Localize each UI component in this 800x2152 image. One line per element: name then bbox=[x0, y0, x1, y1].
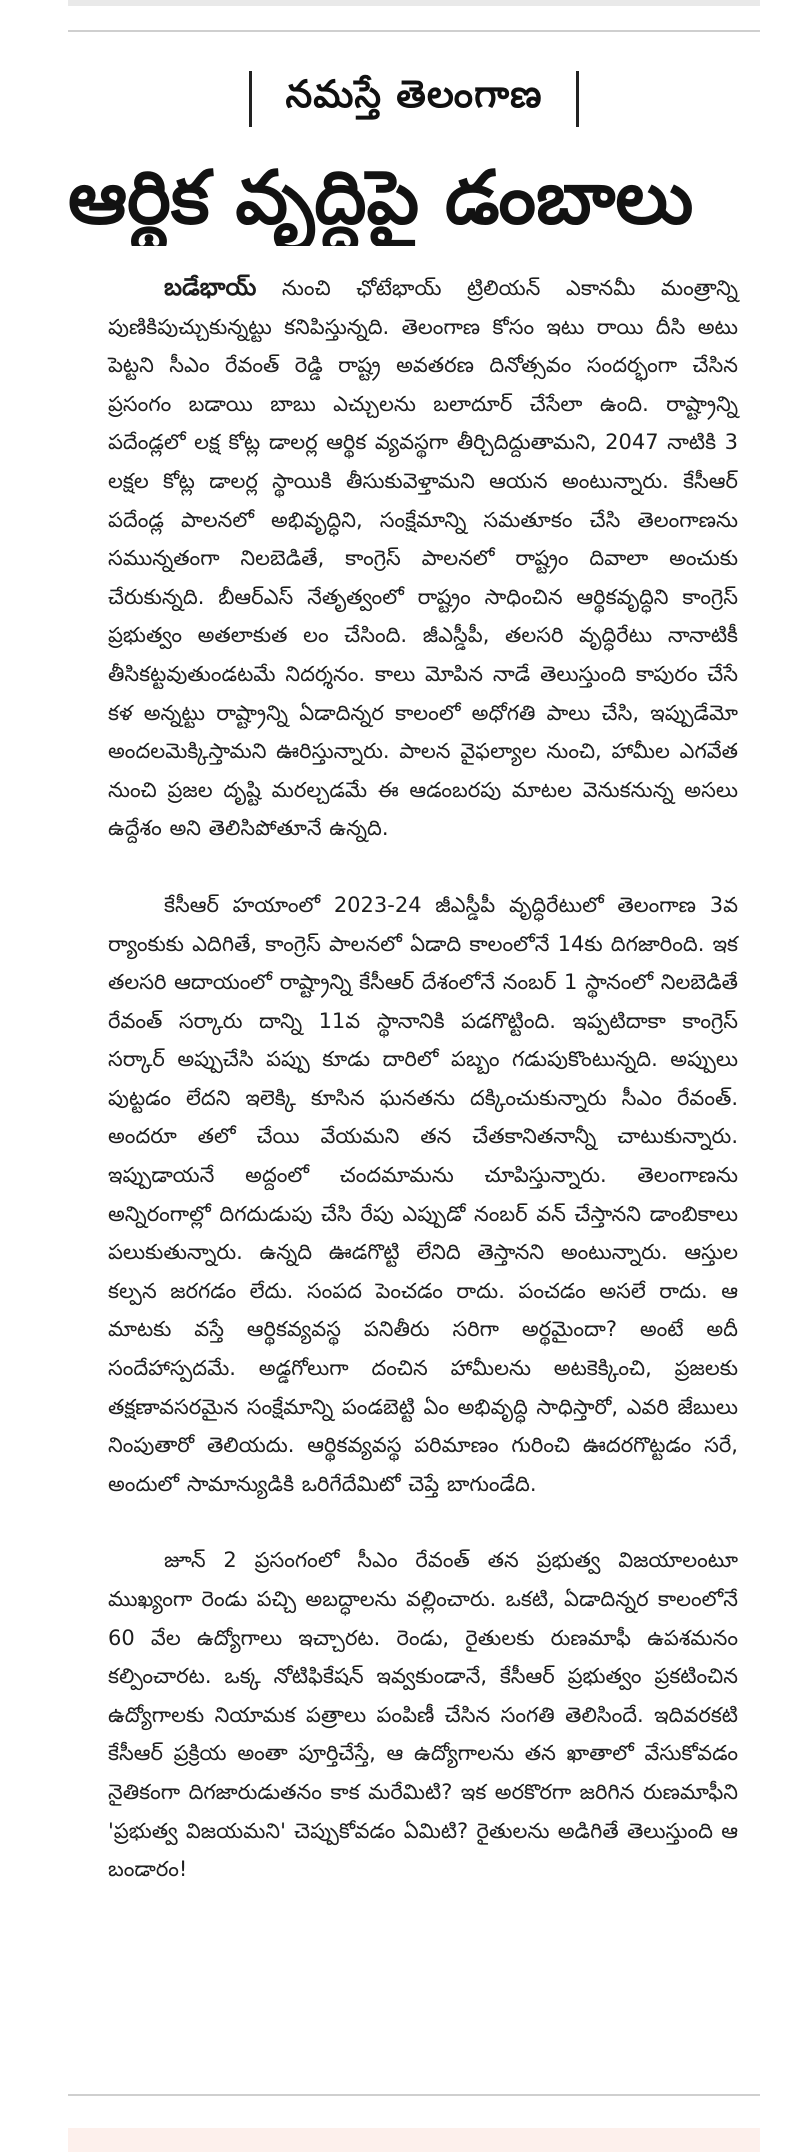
masthead-right-bar bbox=[576, 71, 579, 127]
article-paragraph-1 bbox=[108, 268, 738, 848]
paragraph-1-text: నుంచి ఛోటేభాయ్ ట్రిలియన్ ఎకానమీ మంత్రాన్ని పుణికిపుచ్చుకున్నట్టు కనిపిస్తున్నది. తెలంగాణ కోసం ఇటు రాయి దీసి అటు పెట్టని సీఎం రేవంత్ రెడ్డి రాష్ట్ర అవతరణ దినోత్సవం సందర్భంగా చేసిన ప్రసంగం బడాయి బాబు ఎచ్చులను బలాదూర్ చేసేలా ఉంది. రాష్ట్రాన్ని పదేండ్లలో లక్ష కోట్ల డాలర్ల ఆర్థిక వ్యవస్థగా తీర్చిదిద్దుతామని, 2047 నాటికి 3 లక్షల కోట్ల డాలర్ల స్థాయికి తీసుకువెళ్తామని ఆయన అంటున్నారు. కేసీఆర్ పదేండ్ల పాలనలో అభివృద్ధిని, సంక్షేమాన్ని సమతూకం చేసి తెలంగాణను సమున్నతంగా నిలబెడితే, కాంగ్రెస్ పాలనలో రాష్ట్రం దివాలా అంచుకు చేరుకున్నది. బీఆర్ఎస్ నేతృత్వంలో రాష్ట్రం సాధించిన ఆర్థికవృద్ధిని కాంగ్రెస్ ప్రభుత్వం అతలాకుత లం చేసింది. జీఎస్డీపీ, తలసరి వృద్ధిరేటు నానాటికీ తీసికట్టవుతుండటమే నిదర్శనం. కాలు మోపిన నాడే తెలుస్తుంది కాపురం చేసే కళ అన్నట్టు రాష్ట్రాన్ని ఏడాదిన్నర కాలంలో అధోగతి పాలు చేసి, ఇప్పుడేమో అందలమెక్కిస్తామని ఊరిస్తున్నారు. పాలన వైఫల్యాల నుంచి, హామీల ఎగవేత నుంచి ప్రజల దృష్టి మరల్చడమే ఈ ఆడంబరపు మాటల వెనుకనున్న అసలు ఉద్దేశం అని తెలిసిపోతూనే ఉన్నది. bbox=[108, 276, 738, 841]
masthead bbox=[68, 64, 760, 134]
lead-word: బడేభాయ్ bbox=[164, 273, 257, 301]
top-rule bbox=[68, 30, 760, 32]
bottom-border-strip bbox=[68, 2128, 760, 2152]
bottom-rule bbox=[68, 2094, 760, 2096]
article-headline: ఆర్థిక వృద్ధిపై డంబాలు bbox=[68, 155, 694, 241]
masthead-left-bar bbox=[249, 71, 252, 127]
article-paragraph-2: కేసీఆర్ హయాంలో 2023-24 జీఎస్డీపీ వృద్ధిరేటులో తెలంగాణ 3వ ర్యాంకుకు ఎదిగితే, కాంగ్రెస్ పాలనలో ఏడాది కాలంలోనే 14కు దిగజారింది. ఇక తలసరి ఆదాయంలో రాష్ట్రాన్ని కేసీఆర్ దేశంలోనే నంబర్ 1 స్థానంలో నిలబెడితే రేవంత్ సర్కారు దాన్ని 11వ స్థానానికి పడగొట్టింది. ఇప్పటిదాకా కాంగ్రెస్ సర్కార్ అప్పుచేసి పప్పు కూడు దారిలో పబ్బం గడుపుకొంటున్నది. అప్పులు పుట్టడం లేదని ఇలెక్కి కూసిన ఘనతను దక్కించుకున్నారు సీఎం రేవంత్. అందరూ తలో చేయి వేయమని తన చేతకానితనాన్నీ చాటుకున్నారు. ఇప్పుడాయనే అద్దంలో చందమామను చూపిస్తున్నారు. తెలంగాణను అన్నిరంగాల్లో దిగదుడుపు చేసి రేపు ఎప్పుడో నంబర్ వన్ చేస్తానని డాంబికాలు పలుకుతున్నారు. ఉన్నది ఊడగొట్టి లేనిది తెస్తానని అంటున్నారు. ఆస్తుల కల్పన జరగడం లేదు. సంపద పెంచడం రాదు. పంచడం అసలే రాదు. ఆ మాటకు వస్తే ఆర్థికవ్యవస్థ పనితీరు సరిగా అర్థమైందా? అంటే అదీ సందేహాస్పదమే. అడ్డగోలుగా దంచిన హామీలను అటకెక్కించి, ప్రజలకు తక్షణావసరమైన సంక్షేమాన్ని పండబెట్టి ఏం అభివృద్ధి సాధిస్తారో, ఎవరి జేబులు నింపుతారో తెలియదు. ఆర్థికవ్యవస్థ పరిమాణం గురించి ఊదరగొట్టడం సరే, అందులో సామాన్యుడికి ఒరిగేదేమిటో చెప్తే బాగుండేది. bbox=[108, 892, 739, 1496]
article-body bbox=[108, 268, 738, 1889]
article-paragraph-3: జూన్ 2 ప్రసంగంలో సీఎం రేవంత్ తన ప్రభుత్వ విజయాలంటూ ముఖ్యంగా రెండు పచ్చి అబద్ధాలను వల్లించారు. ఒకటి, ఏడాదిన్నర కాలంలోనే 60 వేల ఉద్యోగాలు ఇచ్చారట. రెండు, రైతులకు రుణమాఫీ ఉపశమనం కల్పించారట. ఒక్క నోటిఫికేషన్ ఇవ్వకుండానే, కేసీఆర్ ప్రభుత్వం ప్రకటించిన ఉద్యోగాలకు నియామక పత్రాలు పంపిణీ చేసిన సంగతి తెలిసిందే. ఇదివరకటి కేసీఆర్ ప్రక్రియ అంతా పూర్తిచేస్తే, ఆ ఉద్యోగాలను తన ఖాతాలో వేసుకోవడం నైతికంగా దిగజారుడుతనం కాక మరేమిటి? ఇక అరకొరగా జరిగిన రుణమాఫీని 'ప్రభుత్వ విజయమని' చెప్పుకోవడం ఏమిటి? రైతులను అడిగితే తెలుస్తుంది ఆ బండారం! bbox=[108, 1548, 738, 1882]
masthead-title: నమస్తే తెలంగాణ bbox=[285, 72, 543, 116]
top-border-strip bbox=[68, 0, 760, 6]
